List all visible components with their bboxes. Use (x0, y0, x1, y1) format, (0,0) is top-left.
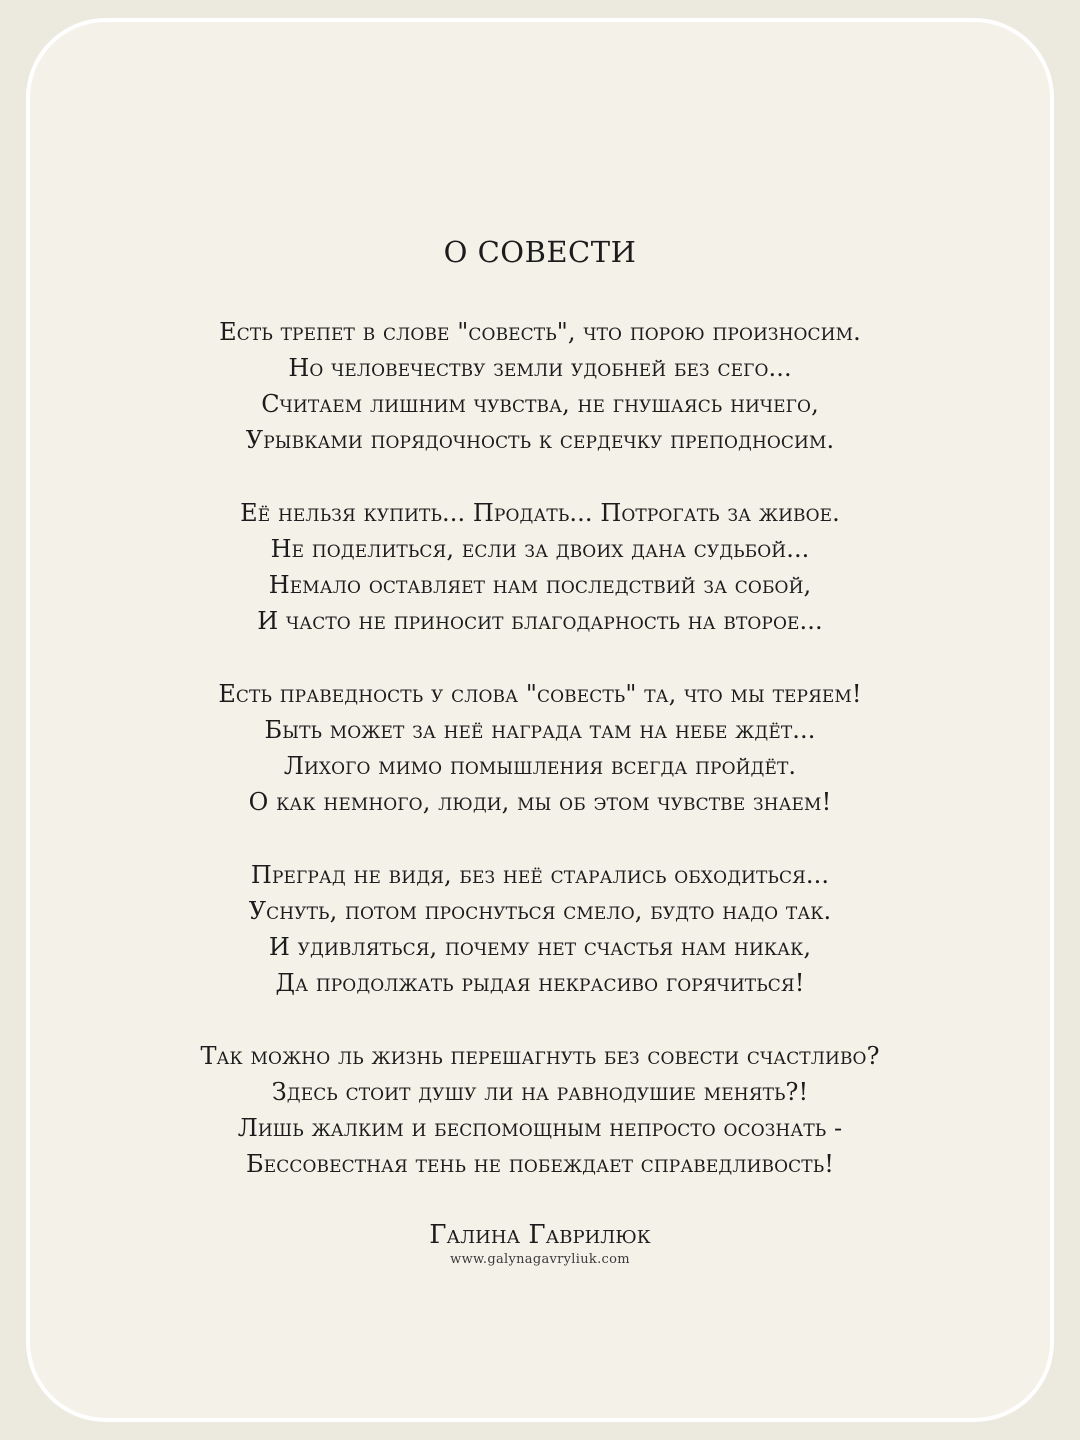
poem-line: Лишь жалким и беспомощным непросто осознать - (237, 1114, 843, 1142)
poem-line: Так можно ль жизнь перешагнуть без совести счастливо? (200, 1042, 880, 1070)
poem-line: Её нельзя купить... Продать... Потрогать за живое. (240, 499, 840, 527)
poem-line: Здесь стоит душу ли на равнодушие менять?! (271, 1078, 809, 1106)
poem-line: И часто не приносит благодарность на второе... (257, 607, 823, 635)
author-website: www.galynagavryliuk.com (450, 1252, 630, 1267)
poem-line: И удивляться, почему нет счастья нам никак, (268, 933, 812, 961)
poem-line: Бессовестная тень не побеждает справедливость! (245, 1150, 835, 1178)
author-name: Галина Гаврилюк (429, 1220, 651, 1250)
poem-line: Немало оставляет нам последствий за собой, (268, 571, 812, 599)
poem-line: Но человечеству земли удобней без сего... (288, 354, 792, 382)
stanza-5 (30, 1038, 1050, 1182)
poem-line: Да продолжать рыдая некрасиво горячиться! (275, 969, 805, 997)
poem-content (30, 234, 1050, 1269)
poem-line: Не поделиться, если за двоих дана судьбой... (270, 535, 810, 563)
poem-line: Уснуть, потом проснуться смело, будто надо так. (248, 897, 832, 925)
poem-line: Преград не видя, без неё старались обходиться... (250, 861, 830, 889)
poem-card (26, 18, 1054, 1422)
poem-line: Быть может за неё награда там на небе ждёт... (264, 716, 816, 744)
poem-line: О как немного, люди, мы об этом чувстве знаем! (248, 788, 832, 816)
stanza-4 (30, 857, 1050, 1001)
poem-line: Считаем лишним чувства, не гнушаясь ничего, (261, 390, 819, 418)
stanza-1 (30, 314, 1050, 458)
poem-line: Лихого мимо помышления всегда пройдёт. (283, 752, 797, 780)
stanza-3 (30, 676, 1050, 820)
poem-line: Есть трепет в слове "совесть", что порою произносим. (219, 318, 861, 346)
stanza-2 (30, 495, 1050, 639)
poem-line: Есть праведность у слова "совесть" та, что мы теряем! (218, 680, 862, 708)
poem-line: Урывками порядочность к сердечку преподносим. (245, 426, 835, 454)
poem-title: О СОВЕСТИ (443, 235, 637, 269)
